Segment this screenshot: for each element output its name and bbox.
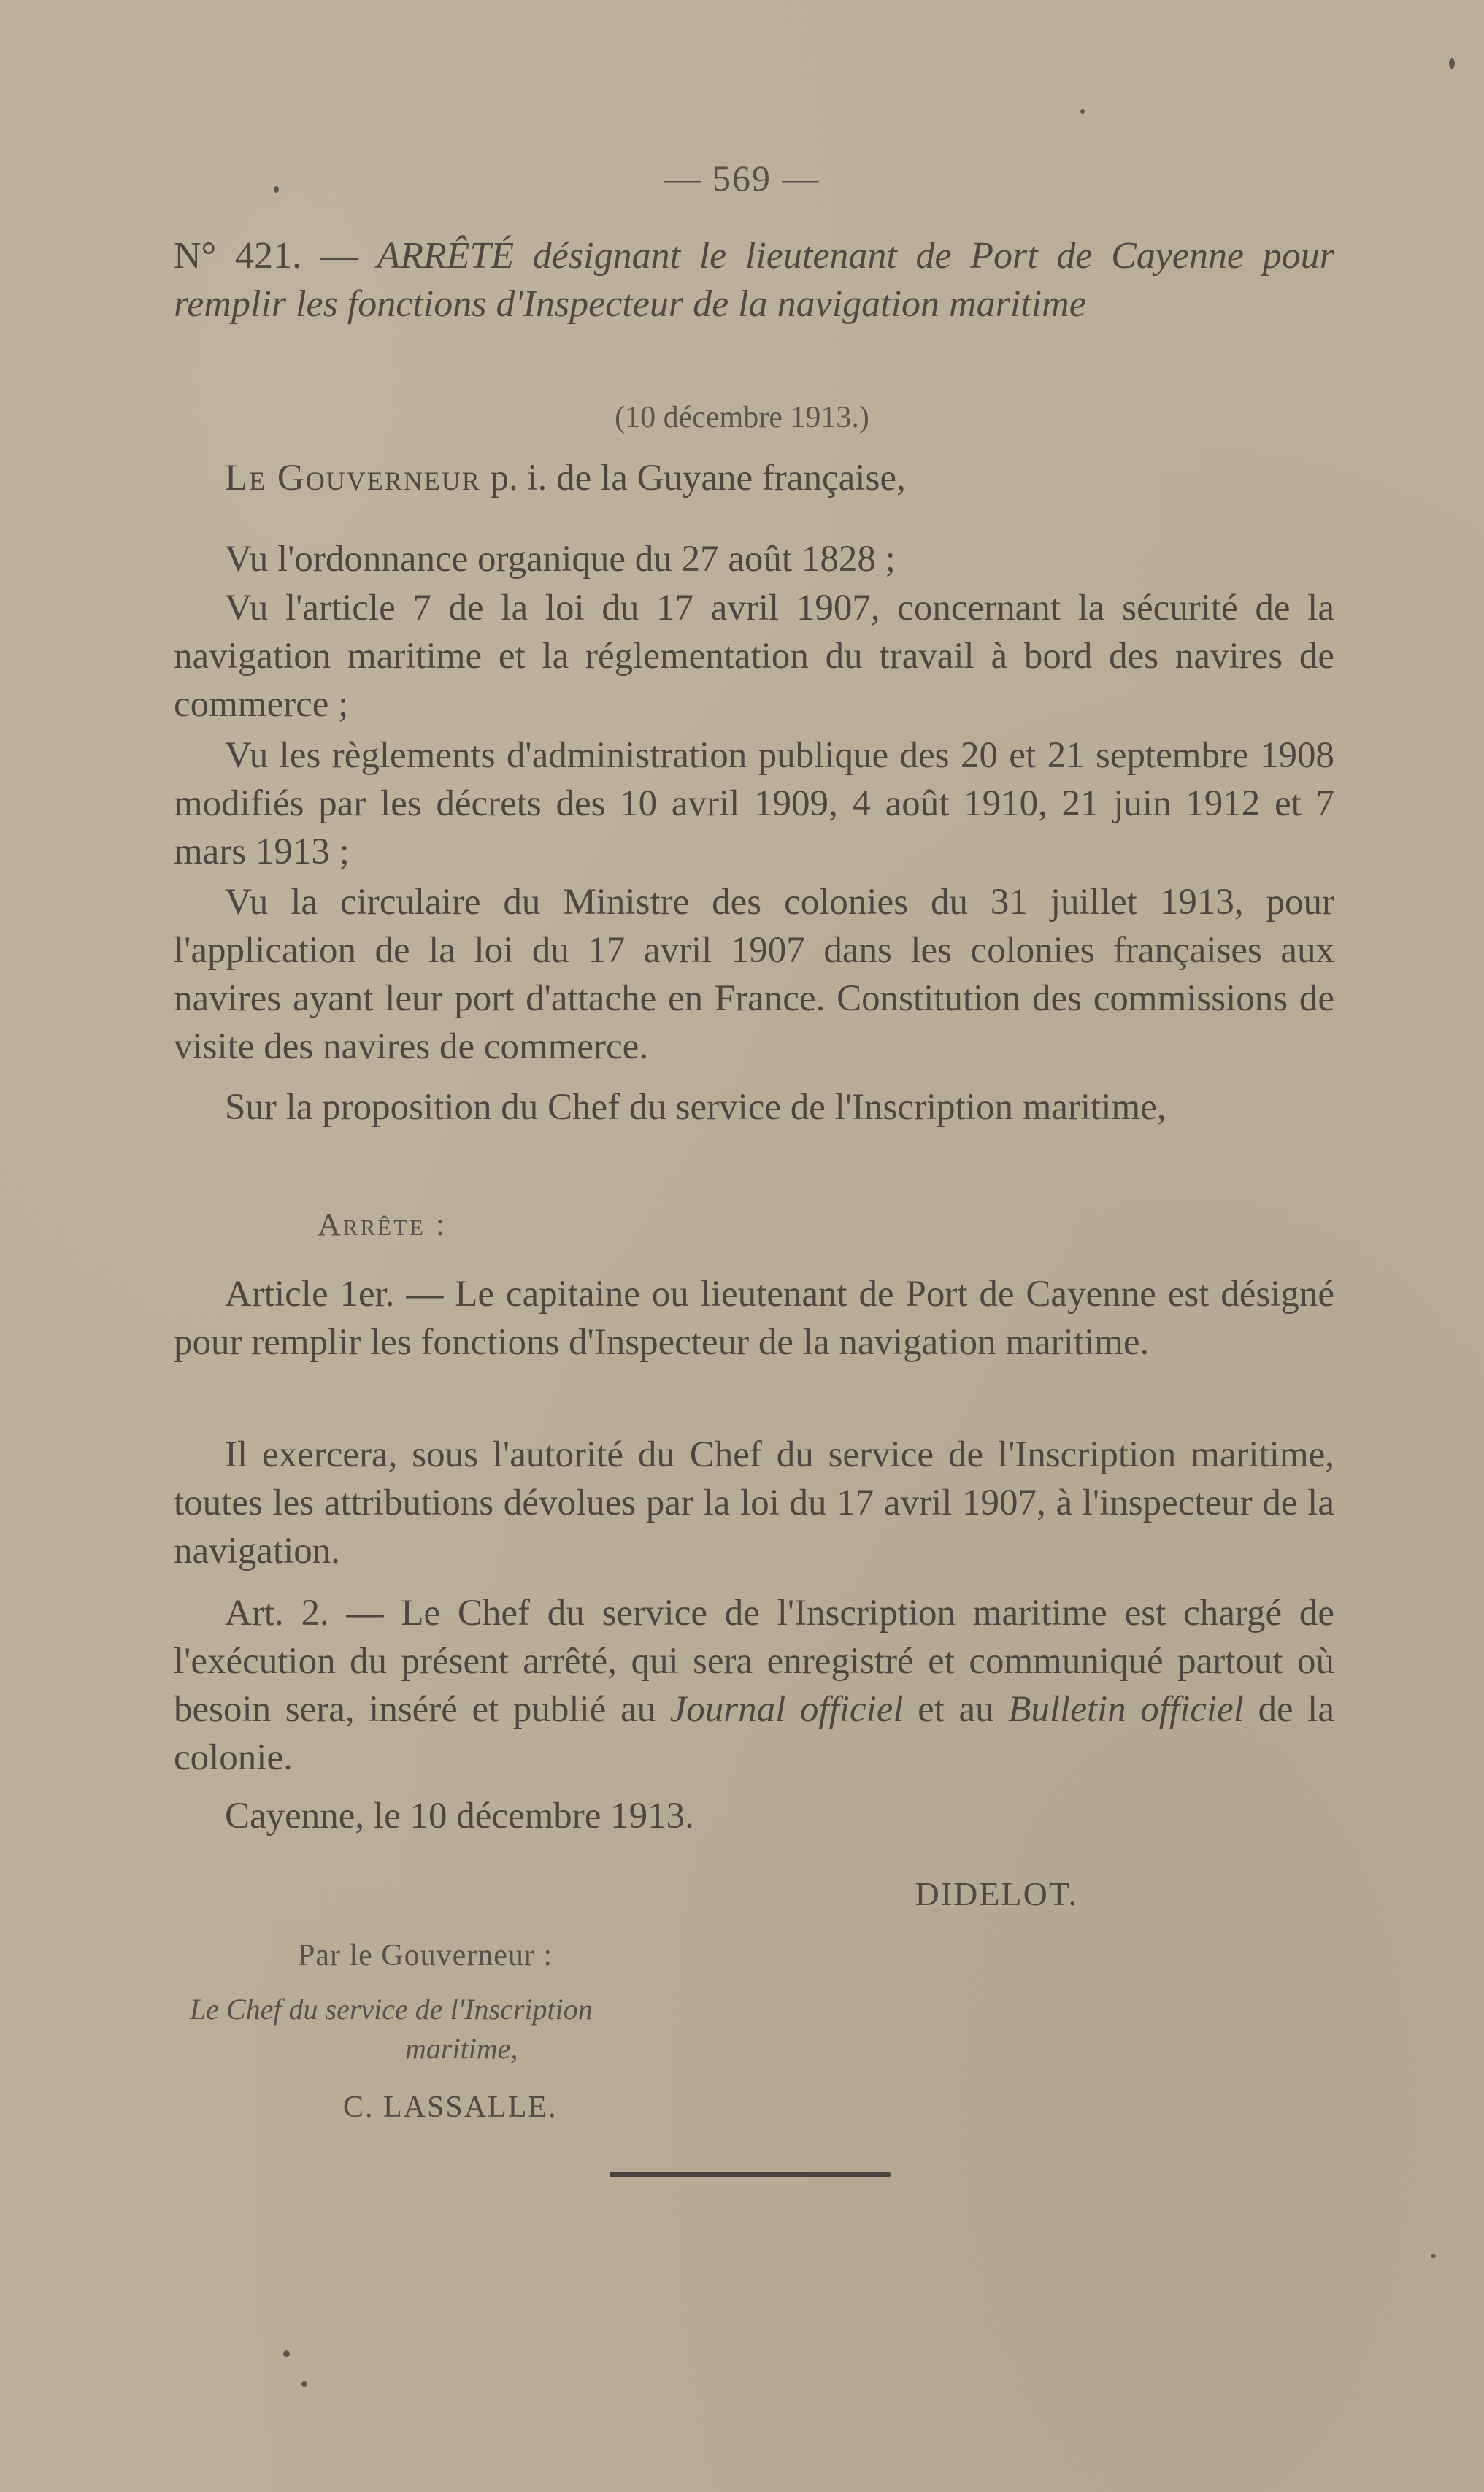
place-date: Cayenne, le 10 décembre 1913. [225,1796,694,1837]
chef-service [190,1990,774,2069]
decree-date: (10 décembre 1913.) [615,401,869,434]
par-le-gouverneur: Par le Gouverneur : [298,1939,553,1972]
decree-number: N° 421. [174,235,302,277]
intro-line [174,454,1334,502]
decree-title-text: ARRÊTÉ désignant le lieutenant de Port de Cayenne pour remplir les fonctions d'Inspecteur de la navigation maritime [174,235,1334,325]
intro-gouverneur: Le Gouverneur [225,458,481,499]
proposition-paragraph: Sur la proposition du Chef du service de l'Inscription maritime, [225,1087,1166,1128]
article-2 [174,1589,1334,1782]
closing-rule [610,2172,891,2177]
paper-speck [301,2381,307,2387]
countersignature: C. LASSALLE. [343,2091,558,2124]
decree-title [174,232,1334,328]
chef-service-line-1: Le Chef du service de l'Inscription [190,1993,593,2026]
vu-paragraph-4: Vu la circulaire du Ministre des colonies du 31 juillet 1913, pour l'application de la loi du 17 avril 1907 dans les colonies françaises aux navires ayant leur port d'attache en France. Constitution des commissions de visite des navires de commerce. [174,882,1334,1067]
paper-speck [1431,2254,1436,2258]
arrete-heading: Arrête : [318,1207,447,1242]
intro-rest: p. i. de la Guyane française, [480,458,906,499]
paper-speck [1449,58,1455,69]
article-2-text: Art. 2. — Le Chef du service de l'Inscription maritime est chargé de l'exécution du présent arrêté, qui sera enregistré et communiqué partout où besoin sera, inséré et publié au [174,1593,1334,1730]
title-dash: — [301,235,377,277]
article-2-end: de la colonie. [174,1689,1334,1778]
article-1-continued: Il exercera, sous l'autorité du Chef du service de l'Inscription maritime, toutes les attributions dévolues par la loi du 17 avril 1907, à l'inspecteur de la navigation. [174,1434,1334,1572]
paper-speck [1080,109,1085,114]
chef-service-line-2: maritime, [405,2032,518,2065]
page-number: — 569 — [664,158,820,199]
journal-officiel: Journal officiel [669,1689,904,1730]
vu-paragraph-1: Vu l'ordonnance organique du 27 août 1828 ; [225,539,896,580]
vu-paragraph-2: Vu l'article 7 de la loi du 17 avril 1907, concernant la sécurité de la navigation maritime et la réglementation du travail à bord des navires de commerce ; [174,588,1334,725]
signature: DIDELOT. [915,1875,1078,1912]
paper-speck [274,186,279,193]
paper-speck [283,2350,290,2357]
vu-paragraph-3: Vu les règlements d'administration publique des 20 et 21 septembre 1908 modifiés par les décrets des 10 avril 1909, 4 août 1910, 21 juin 1912 et 7 mars 1913 ; [174,735,1334,872]
bulletin-officiel: Bulletin officiel [1008,1689,1244,1730]
article-1: Article 1er. — Le capitaine ou lieutenant de Port de Cayenne est désigné pour remplir les fonctions d'Inspecteur de la navigation maritime. [174,1274,1334,1363]
article-2-middle: et au [903,1689,1009,1730]
